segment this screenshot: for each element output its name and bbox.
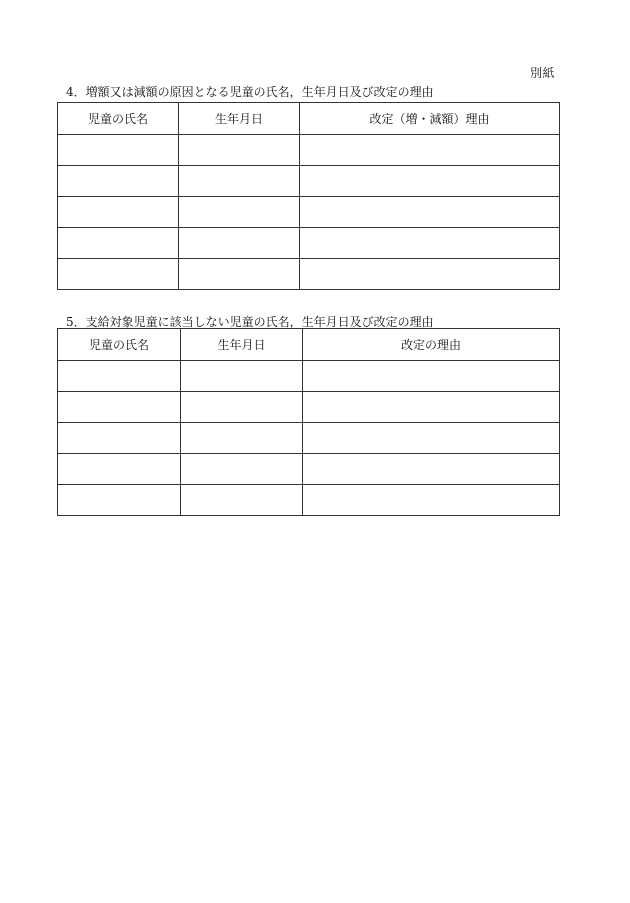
revision-reason-cell[interactable] bbox=[300, 166, 560, 197]
revision-reason-cell[interactable] bbox=[300, 197, 560, 228]
birth-date-cell[interactable] bbox=[179, 135, 300, 166]
child-name-cell[interactable] bbox=[58, 259, 179, 290]
revision-reason-cell[interactable] bbox=[303, 423, 560, 454]
child-name-cell[interactable] bbox=[58, 228, 179, 259]
column-header-revision-reason: 改定の理由 bbox=[303, 329, 560, 361]
table-row bbox=[58, 197, 560, 228]
child-name-cell[interactable] bbox=[58, 135, 179, 166]
table-row bbox=[58, 228, 560, 259]
revision-reason-cell[interactable] bbox=[300, 228, 560, 259]
column-header-child-name: 児童の氏名 bbox=[58, 103, 179, 135]
revision-reason-cell[interactable] bbox=[303, 454, 560, 485]
table-row bbox=[58, 166, 560, 197]
child-name-cell[interactable] bbox=[58, 392, 181, 423]
birth-date-cell[interactable] bbox=[181, 423, 303, 454]
revision-reason-cell[interactable] bbox=[303, 392, 560, 423]
section-5-table bbox=[57, 328, 560, 516]
revision-reason-cell[interactable] bbox=[303, 361, 560, 392]
child-name-cell[interactable] bbox=[58, 454, 181, 485]
table-row bbox=[58, 485, 560, 516]
birth-date-cell[interactable] bbox=[181, 485, 303, 516]
annex-label: 別紙 bbox=[530, 66, 556, 80]
child-name-cell[interactable] bbox=[58, 197, 179, 228]
table-row bbox=[58, 135, 560, 166]
column-header-revision-reason: 改定（増・減額）理由 bbox=[300, 103, 560, 135]
revision-reason-cell[interactable] bbox=[300, 135, 560, 166]
birth-date-cell[interactable] bbox=[179, 166, 300, 197]
column-header-birth-date: 生年月日 bbox=[181, 329, 303, 361]
birth-date-cell[interactable] bbox=[181, 361, 303, 392]
birth-date-cell[interactable] bbox=[179, 259, 300, 290]
birth-date-cell[interactable] bbox=[181, 454, 303, 485]
column-header-child-name: 児童の氏名 bbox=[58, 329, 181, 361]
child-name-cell[interactable] bbox=[58, 166, 179, 197]
birth-date-cell[interactable] bbox=[179, 197, 300, 228]
table-row bbox=[58, 361, 560, 392]
table-row bbox=[58, 423, 560, 454]
table-row bbox=[58, 259, 560, 290]
birth-date-cell[interactable] bbox=[181, 392, 303, 423]
table-row bbox=[58, 454, 560, 485]
table-header-row bbox=[58, 329, 560, 361]
section-5-heading: 5．支給対象児童に該当しない児童の氏名，生年月日及び改定の理由 bbox=[66, 315, 434, 329]
revision-reason-cell[interactable] bbox=[300, 259, 560, 290]
revision-reason-cell[interactable] bbox=[303, 485, 560, 516]
child-name-cell[interactable] bbox=[58, 423, 181, 454]
section-4-table bbox=[57, 102, 560, 290]
birth-date-cell[interactable] bbox=[179, 228, 300, 259]
child-name-cell[interactable] bbox=[58, 361, 181, 392]
column-header-birth-date: 生年月日 bbox=[179, 103, 300, 135]
section-4-heading: 4．増額又は減額の原因となる児童の氏名，生年月日及び改定の理由 bbox=[66, 85, 434, 99]
table-header-row bbox=[58, 103, 560, 135]
child-name-cell[interactable] bbox=[58, 485, 181, 516]
table-row bbox=[58, 392, 560, 423]
